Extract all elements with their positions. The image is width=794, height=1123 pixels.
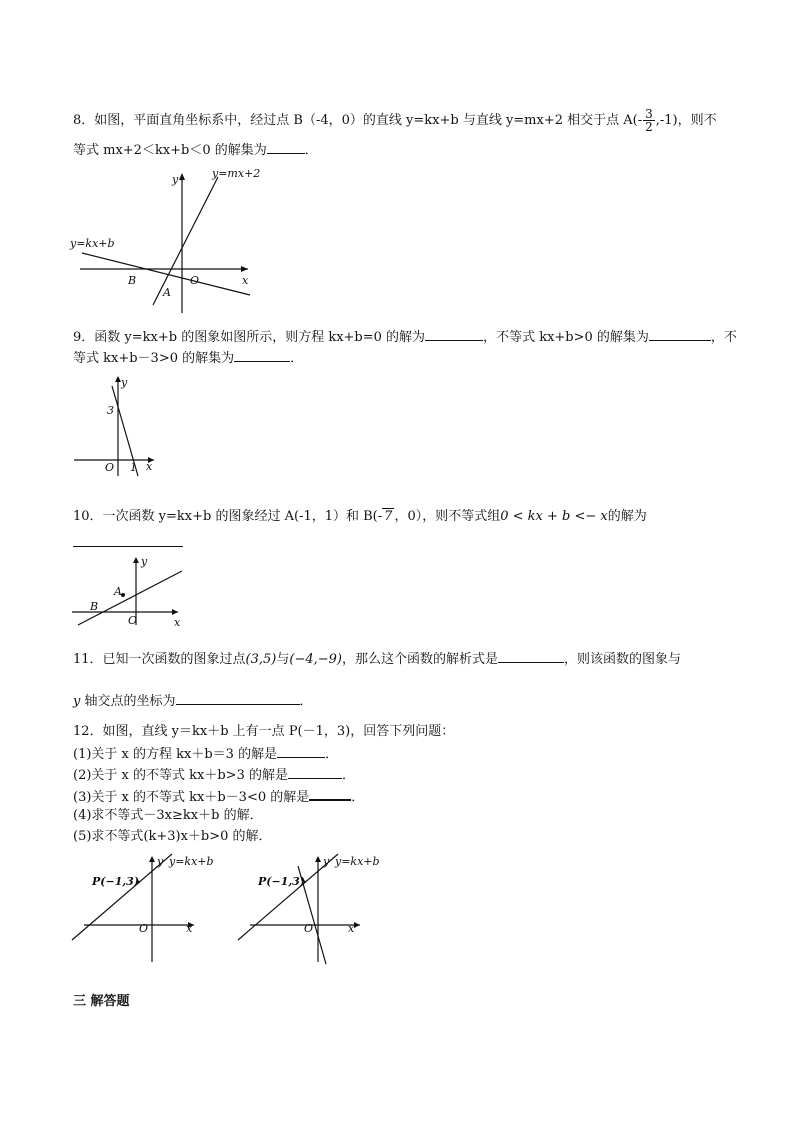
q8-text-d: ． [304, 143, 318, 158]
q8-frac-den: 2 [645, 120, 653, 134]
q8-text-c: 等式 mx+2＜kx+b＜0 的解集为 [73, 143, 267, 158]
q8-label-mx2: y=mx+2 [212, 167, 261, 180]
q11-point-1: (3,5) [245, 652, 277, 667]
q9-label-3: 3 [107, 404, 114, 417]
q12b-label-x: x [348, 922, 355, 935]
q8-label-o: O [190, 274, 200, 287]
q11-text-c: ，那么这个函数的解析式是 [342, 652, 499, 667]
q8-label-a: A [163, 286, 171, 299]
q8-label-kxb: y=kx+b [70, 237, 115, 250]
q9-text-e: ． [290, 351, 304, 366]
q12a-y-arrow [149, 856, 155, 862]
q11-text-e: 轴交点的坐标为 [80, 694, 176, 709]
q11-text-d: ，则该函数的图象与 [564, 652, 682, 667]
q12a-label-p: P(−1,3) [92, 875, 140, 888]
q8-y-arrow [179, 173, 185, 180]
q8-fraction [643, 108, 655, 133]
q12-p3-end: ． [351, 790, 365, 805]
q8-label-y: y [172, 173, 179, 186]
q12-p1-text: (1)关于 x 的方程 kx＋b＝3 的解是 [73, 747, 278, 762]
q9-line2 [73, 349, 303, 367]
q12a-label-x: x [186, 922, 193, 935]
q12a-label-line: y=kx+b [169, 855, 214, 868]
q8-text-b: ,-1)，则不 [655, 113, 717, 128]
q10-label-x: x [174, 616, 181, 629]
q12-part4: (4)求不等式－3x≥kx＋b 的解． [73, 808, 263, 823]
q9-label-y: y [121, 376, 128, 389]
q12-p2-text: (2)关于 x 的不等式 kx＋b>3 的解是 [73, 768, 288, 783]
q11-line2 [73, 692, 313, 710]
q10-text-b: ，0），则不等式组 [394, 509, 501, 524]
q12-intro: 12．如图，直线 y＝kx＋b 上有一点 P(－1，3)，回答下列问题： [73, 724, 455, 739]
q9-line1 [73, 328, 737, 346]
q10-y-arrow [133, 557, 139, 563]
q10-answer-blank[interactable] [73, 534, 183, 547]
q8-text-a: 8．如图，平面直角坐标系中，经过点 B（-4，0）的直线 y=kx+b 与直线 y=mx+2 相交于点 A(- [73, 113, 643, 128]
q10-sqrt: 7 [384, 509, 393, 524]
q10-text-c: 的解为 [607, 509, 647, 524]
q12-p2-blank[interactable] [288, 766, 342, 779]
q12-part2 [73, 766, 355, 784]
q10-label-o: O [128, 614, 138, 627]
q11-text-a: 11．已知一次函数的图象过点 [73, 652, 246, 667]
q9-blank-3[interactable] [234, 349, 290, 362]
section-title: 三 解答题 [73, 994, 130, 1009]
q8-x-arrow [241, 266, 248, 272]
q9-text-a: 9．函数 y=kx+b 的图象如图所示，则方程 kx+b=0 的解为 [73, 330, 426, 345]
q10-line2 [73, 534, 183, 552]
q11-blank-2[interactable] [176, 692, 300, 705]
q12b-y-arrow [315, 856, 321, 862]
q10-label-y: y [141, 555, 148, 568]
q12b-x-arrow [354, 922, 360, 928]
q11-point-2: (−4,−9) [289, 652, 342, 667]
q12-graph-left [70, 852, 220, 967]
q8-line1 [73, 108, 717, 133]
q9-text-d: 等式 kx+b－3>0 的解集为 [73, 351, 235, 366]
q12-p1-end: ． [325, 747, 339, 762]
q10-x-arrow [172, 609, 178, 615]
q9-blank-2[interactable] [649, 328, 711, 341]
q10-label-b: B [90, 600, 99, 613]
q11-text-b: 与 [276, 652, 290, 667]
q8-line2 [73, 141, 318, 159]
q8-answer-blank[interactable] [267, 141, 305, 154]
q12-p1-blank[interactable] [277, 745, 325, 758]
q11-text-f: ． [299, 694, 313, 709]
q12-part1 [73, 745, 338, 763]
q9-text-b: ，不等式 kx+b>0 的解集为 [483, 330, 649, 345]
q10-inequality: 0 < kx + b <− x [500, 509, 608, 524]
q12-part3 [73, 787, 364, 806]
q11-line1 [73, 650, 681, 668]
q12-part5: (5)求不等式(k+3)x＋b>0 的解． [73, 829, 272, 844]
q8-frac-num: 3 [645, 107, 653, 121]
q9-label-x: x [146, 460, 153, 473]
q8-label-x: x [242, 274, 249, 287]
q10-graph [70, 555, 190, 627]
q12-p2-end: ． [341, 768, 355, 783]
q12b-label-o: O [304, 922, 314, 935]
q10-text-a: 10．一次函数 y=kx+b 的图象经过 A(-1，1）和 B(- [73, 509, 383, 524]
q12a-label-o: O [139, 922, 149, 935]
q12b-label-p: P(−1,3) [258, 875, 306, 888]
q9-text-c: ，不 [710, 330, 737, 345]
q12b-label-y: y [323, 855, 330, 868]
q10-label-a: A [114, 585, 122, 598]
q12-p3-blank[interactable] [309, 787, 351, 801]
q9-blank-1[interactable] [425, 328, 483, 341]
q9-label-o: O [105, 461, 115, 474]
q12-graph-right [236, 852, 386, 967]
q9-graph [72, 372, 162, 477]
q8-graph [70, 165, 260, 315]
q11-blank-1[interactable] [498, 650, 564, 663]
q12a-label-y: y [157, 855, 164, 868]
q11-var-y: y [73, 694, 81, 709]
q10-line1 [73, 508, 647, 525]
q12b-label-line: y=kx+b [335, 855, 380, 868]
q12-p3-text: (3)关于 x 的不等式 kx＋b－3<0 的解是 [73, 790, 310, 805]
q8-label-b: B [128, 274, 137, 287]
q9-label-1: 1 [130, 461, 137, 474]
